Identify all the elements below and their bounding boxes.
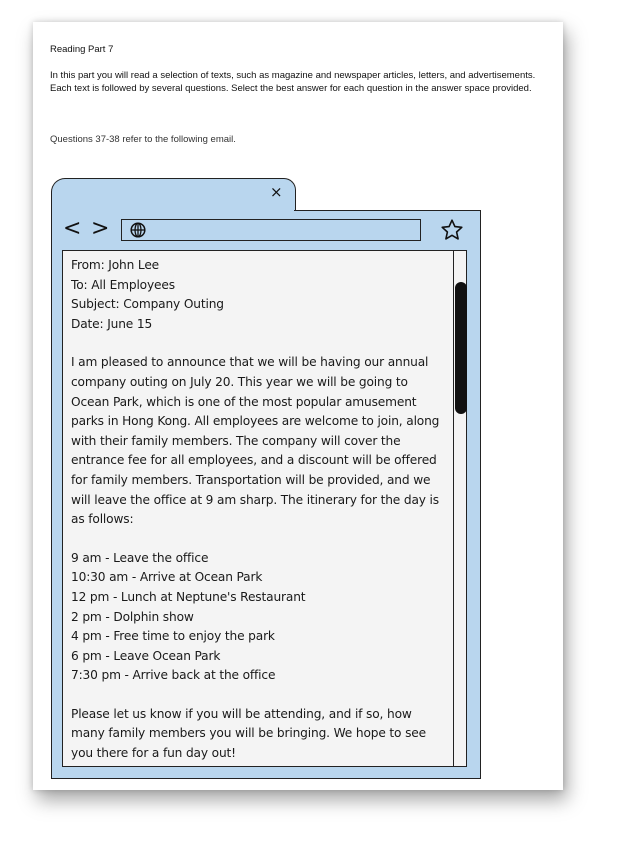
- email-subject: Subject: Company Outing: [71, 297, 224, 312]
- back-button[interactable]: <: [63, 216, 82, 241]
- email-date: Date: June 15: [71, 316, 153, 331]
- email-to: To: All Employees: [71, 277, 175, 292]
- body-line: will leave the office at 9 am sharp. The itinerary for the day is: [71, 492, 439, 507]
- scrollbar-thumb[interactable]: [455, 282, 467, 414]
- itinerary-item: 2 pm - Dolphin show: [71, 609, 194, 624]
- forward-button[interactable]: >: [91, 216, 110, 241]
- closing-line: you there for a fun day out!: [71, 746, 236, 761]
- section-heading: Reading Part 7: [50, 44, 114, 55]
- body-line: company outing on July 20. This year we will be going to: [71, 374, 408, 389]
- itinerary-item: 7:30 pm - Arrive back at the office: [71, 668, 276, 683]
- itinerary-item: 6 pm - Leave Ocean Park: [71, 648, 221, 663]
- body-line: with their family members. The company will cover the: [71, 433, 401, 448]
- itinerary-item: 4 pm - Free time to enjoy the park: [71, 629, 275, 644]
- body-line: entrance fee for all employees, and a discount will be offered: [71, 453, 437, 468]
- star-icon[interactable]: [440, 218, 464, 242]
- email-body: [71, 256, 449, 764]
- body-line: as follows:: [71, 512, 134, 527]
- globe-icon: [130, 222, 146, 238]
- itinerary-item: 12 pm - Lunch at Neptune's Restaurant: [71, 589, 306, 604]
- email-from: From: John Lee: [71, 258, 160, 272]
- scrollbar-track[interactable]: [453, 251, 454, 766]
- body-line: Ocean Park, which is one of the most popular amusement: [71, 394, 417, 409]
- close-icon[interactable]: ×: [270, 183, 283, 201]
- itinerary-item: 9 am - Leave the office: [71, 550, 209, 565]
- window-top-border: [294, 210, 480, 211]
- itinerary-item: 10:30 am - Arrive at Ocean Park: [71, 570, 263, 585]
- closing-line: many family members you will be bringing. We hope to see: [71, 726, 426, 741]
- body-line: parks in Hong Kong. All employees are welcome to join, along: [71, 414, 440, 429]
- instructions-text: In this part you will read a selection of texts, such as magazine and newspaper articles, letters, and advertisements. Each text is followed by several questions. Select the best answer for each question in the answer space provided.: [50, 70, 536, 94]
- address-bar[interactable]: [121, 219, 421, 241]
- question-reference: Questions 37-38 refer to the following email.: [50, 134, 236, 145]
- closing-line: Please let us know if you will be attending, and if so, how: [71, 706, 412, 721]
- body-line: for family members. Transportation will be provided, and we: [71, 472, 431, 487]
- body-line: I am pleased to announce that we will be having our annual: [71, 355, 429, 370]
